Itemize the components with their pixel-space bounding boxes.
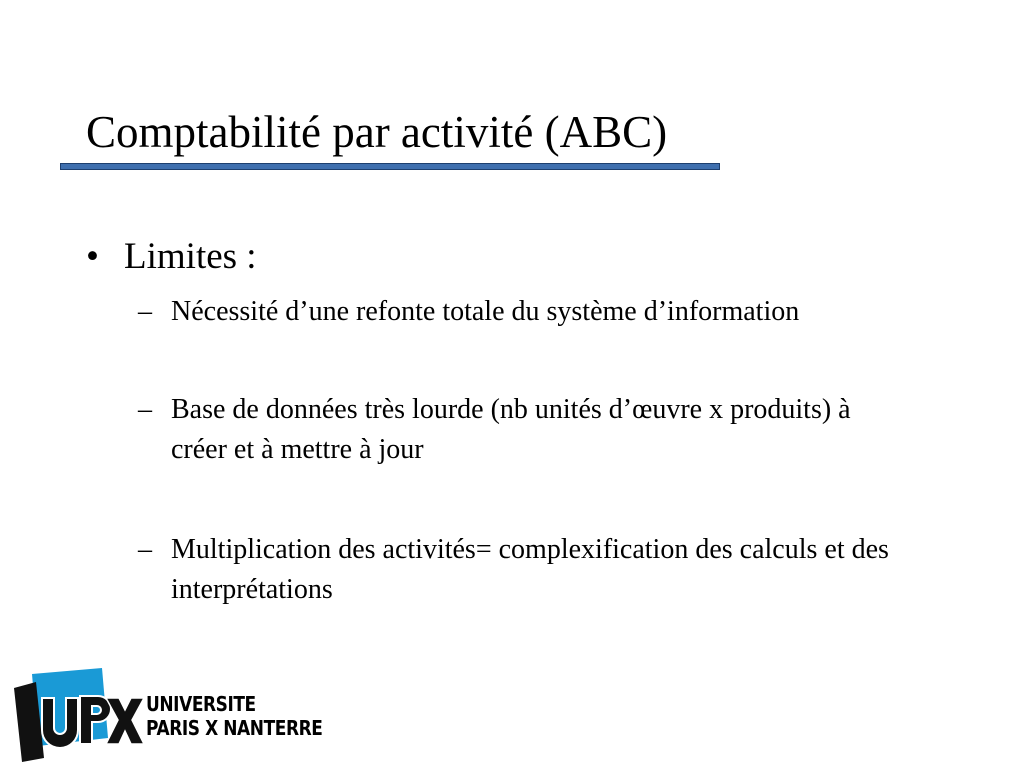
university-name — [146, 692, 322, 740]
sub-item-refonte — [138, 292, 958, 332]
university-logo — [14, 668, 324, 764]
title-underline — [60, 163, 720, 170]
sub-item-marker: – — [138, 296, 152, 327]
sub-item-multiplication — [138, 530, 898, 610]
university-name-line2: PARIS X NANTERRE — [146, 716, 323, 740]
sub-item-marker: – — [138, 394, 152, 425]
slide-title: Comptabilité par activité (ABC) — [86, 107, 668, 157]
sub-item-marker: – — [138, 534, 152, 565]
sub-item-text: Nécessité d’une refonte totale du système d’information — [171, 296, 800, 327]
sub-item-text: Multiplication des activités= complexification des calculs et des interprétations — [171, 534, 889, 605]
sub-item-base-de-donnees — [138, 390, 898, 470]
upx-logo-mark-icon — [14, 668, 146, 764]
bullet-limites — [86, 234, 257, 280]
bullet-marker: • — [86, 236, 99, 277]
bullet-label: Limites : — [124, 236, 257, 277]
university-name-line1: UNIVERSITE — [146, 692, 256, 716]
sub-item-text: Base de données très lourde (nb unités d’œuvre x produits) à créer et à mettre à jour — [171, 394, 851, 465]
